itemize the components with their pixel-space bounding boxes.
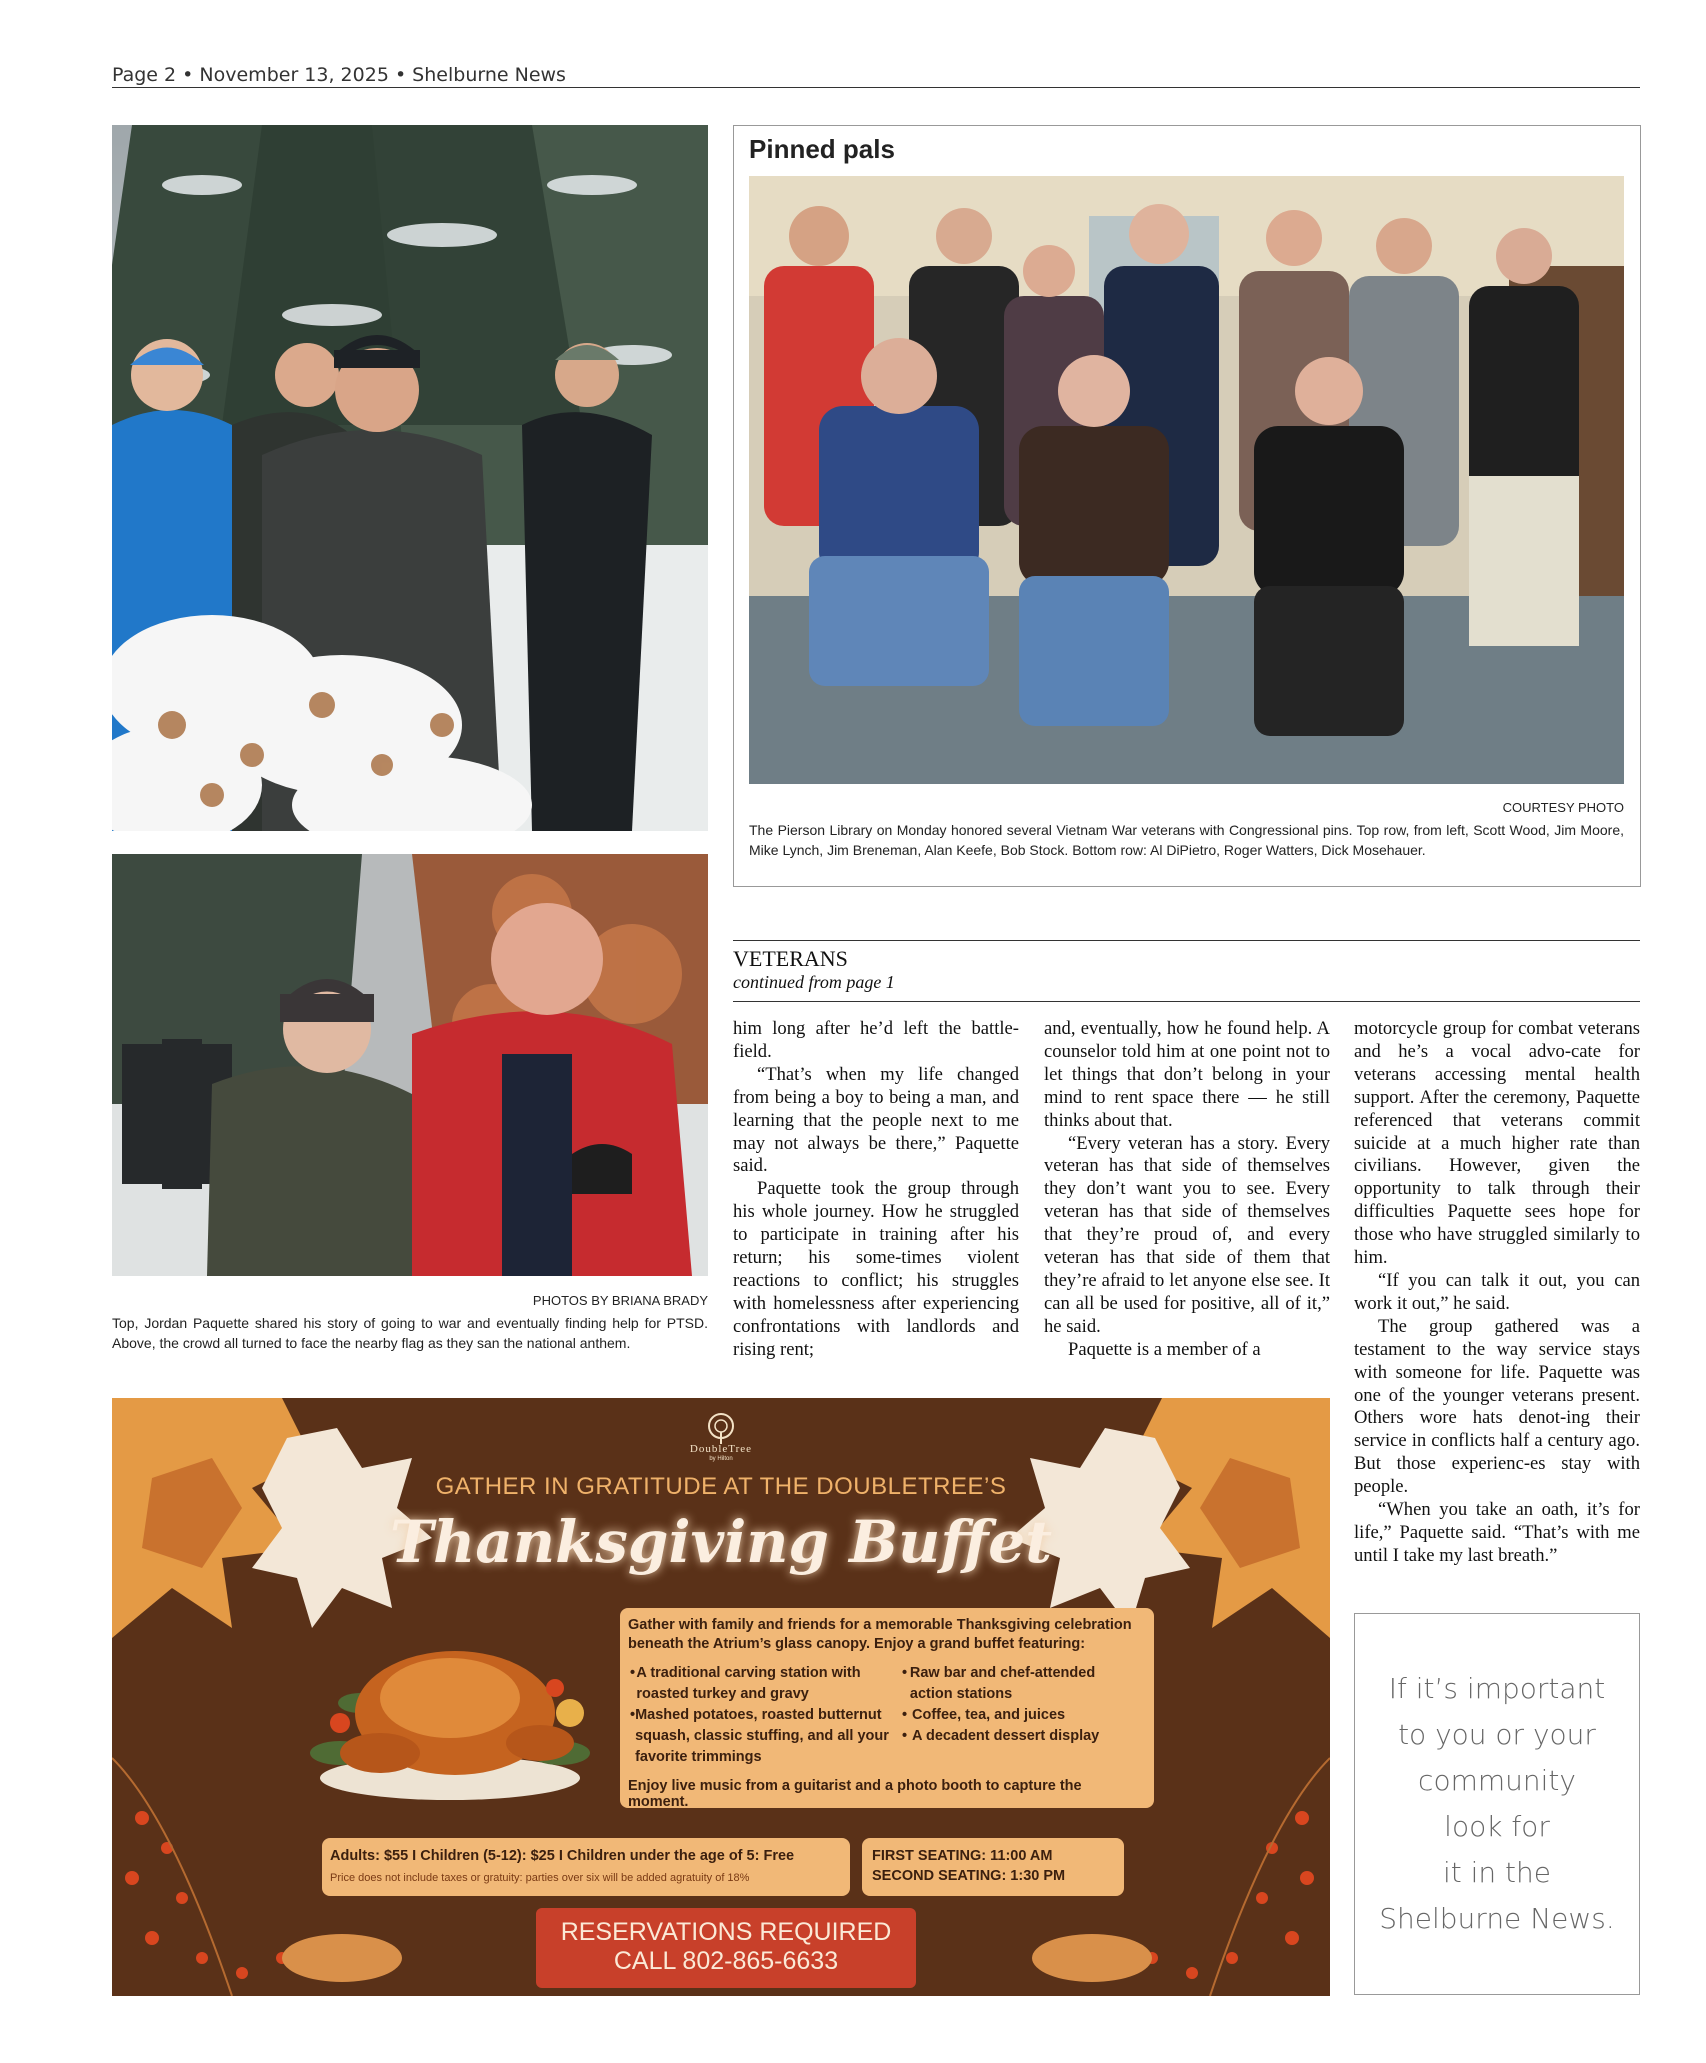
menu-item <box>902 1705 1140 1726</box>
tree-logo-icon <box>696 1408 746 1448</box>
menu-item-text: Raw bar and chef-attended action stations <box>909 1665 1096 1702</box>
pinned-photo-credit: COURTESY PHOTO <box>1502 800 1624 815</box>
menu-list-left <box>630 1663 892 1768</box>
buffet-intro: Gather with family and friends for a memorable Thanksgiving celebration beneath the Atrium’s glass canopy. Enjoy a grand buffet featuring: <box>628 1617 1132 1652</box>
house-ad-line: If it’s important <box>1388 1672 1606 1705</box>
shelburne-news-house-ad <box>1354 1613 1640 1995</box>
pricing-panel <box>322 1838 850 1896</box>
menu-item <box>902 1663 1140 1705</box>
menu-item-text: A decadent dessert display <box>912 1728 1100 1744</box>
bullet-icon: • <box>630 1665 636 1681</box>
house-ad-text <box>1379 1666 1615 1942</box>
veterans-group-photo <box>749 176 1624 784</box>
crowd-facing-flag-photo <box>112 854 708 1276</box>
first-seating: FIRST SEATING: 11:00 AM <box>872 1848 1053 1864</box>
left-photo-caption: Top, Jordan Paquette shared his story of going to war and eventually finding help for PTSD. Above, the crowd all turned to face the nearby flag as they san the national anthem. <box>112 1315 708 1351</box>
paragraph: “Every veteran has a story. Every veteran has that side of themselves they don’t want you to see. Every veteran has that side of themselves that they’re proud of, and every veteran has that side of them that they’re afraid to let anyone else see. It can all be used for positive, all of it,” he said. <box>1044 1132 1330 1337</box>
paragraph: and, eventually, how he found help. A counselor told him at one point not to let things that don’t belong in your mind to rent space there — he still thinks about that. <box>1044 1018 1330 1131</box>
cta-line-2: CALL 802-865-6633 <box>613 1947 839 1975</box>
paragraph: “That’s when my life changed from being a boy to being a man, and learning that the people next to me may not always be there,” Paquette said. <box>733 1063 1019 1177</box>
roast-turkey-illustration <box>300 1593 600 1813</box>
pinned-photo-caption: The Pierson Library on Monday honored several Vietnam War veterans with Congressional pins. Top row, from left, Scott Wood, Jim Moore, Mike Lynch, Jim Breneman, Alan Keefe, Bob Stock. Bottom row: Al DiPietro, Roger Watters, Dick Mosehauer. <box>749 822 1624 858</box>
menu-item-text: Mashed potatoes, roasted butternut squash, classic stuffing, and all your favorite trimmings <box>635 1707 889 1765</box>
pinned-pals-title: Pinned pals <box>749 134 895 164</box>
paragraph: Paquette is a member of a <box>1068 1338 1261 1360</box>
bullet-icon: • <box>902 1665 908 1681</box>
buffet-closing: Enjoy live music from a guitarist and a photo booth to capture the moment. <box>628 1778 1082 1810</box>
price-note: Price does not include taxes or gratuity: parties over six will be added agratuity of 18% <box>330 1872 750 1884</box>
ad-kicker: GATHER IN GRATITUDE AT THE DOUBLETREE’S <box>435 1473 1007 1500</box>
paragraph: motorcycle group for combat veterans and he’s a vocal advo-cate for veterans accessing mental health support. After the ceremony, Paquette referenced that veterans commit suicide at a much higher rate than civilians. However, given the opportunity to talk through their difficulties Paquette sees hope for those who have struggled similarly to him. <box>1354 1018 1640 1269</box>
doubletree-wordmark: DoubleTree <box>689 1443 753 1455</box>
cta-line-1: RESERVATIONS REQUIRED <box>560 1918 892 1946</box>
menu-item <box>902 1726 1140 1747</box>
left-photo-credit: PHOTOS BY BRIANA BRADY <box>532 1293 708 1308</box>
paragraph: “When you take an oath, it’s for life,” Paquette said. “That’s with me until I take my last breath.” <box>1354 1499 1640 1566</box>
paragraph: him long after he’d left the battle-field. <box>733 1018 1019 1062</box>
ad-headline: Thanksgiving Buffet <box>389 1508 1052 1576</box>
turkey-icon <box>300 1593 600 1813</box>
veteran-speaking-photo <box>112 125 708 831</box>
seating-panel <box>862 1838 1124 1896</box>
header-rule <box>112 87 1640 88</box>
photo-illustration <box>112 854 708 1276</box>
paragraph: “If you can talk it out, you can work it out,” he said. <box>1354 1269 1640 1314</box>
menu-item <box>630 1705 892 1768</box>
doubletree-thanksgiving-ad <box>112 1398 1330 1996</box>
buffet-description-panel <box>620 1608 1154 1808</box>
bullet-icon: • <box>902 1728 908 1744</box>
bullet-icon: • <box>902 1707 908 1723</box>
photo-illustration <box>749 176 1624 784</box>
reservations-cta <box>536 1908 916 1988</box>
house-ad-line: Shelburne News. <box>1379 1902 1615 1935</box>
article-top-rule <box>733 940 1640 941</box>
menu-list-right <box>902 1663 1140 1747</box>
bullet-icon: • <box>630 1707 636 1723</box>
house-ad-line: look for <box>1444 1810 1550 1843</box>
menu-item-text: A traditional carving station with roasted turkey and gravy <box>636 1665 861 1702</box>
photo-illustration <box>112 125 708 831</box>
page-folio: Page 2 • November 13, 2025 • Shelburne News <box>112 64 566 86</box>
house-ad-line: it in the <box>1442 1856 1552 1889</box>
paragraph: The group gathered was a testament to the way service stays with someone for life. Paquette was one of the younger veterans present. Others wore hats denot-ing their service in conflicts half a century ago. But those experienc-es stay with people. <box>1354 1315 1640 1498</box>
second-seating: SECOND SEATING: 1:30 PM <box>872 1868 1066 1884</box>
menu-item <box>630 1663 892 1705</box>
article-column-1 <box>733 1018 1019 1362</box>
article-column-3 <box>1354 1018 1640 1568</box>
article-slug: VETERANS <box>733 946 848 971</box>
article-jump-line: continued from page 1 <box>733 972 895 992</box>
house-ad-line: to you or your <box>1398 1718 1596 1751</box>
price-list: Adults: $55 I Children (5-12): $25 I Children under the age of 5: Free <box>330 1848 795 1864</box>
article-head-rule <box>733 1001 1640 1002</box>
article-column-2 <box>1044 1018 1330 1362</box>
paragraph: Paquette took the group through his whole journey. How he struggled to participate in training after his return; his some-times violent reactions to conflict; his struggles with homelessness after experiencing confrontations with landlords and rising rent; <box>733 1178 1019 1360</box>
doubletree-sub: by Hilton <box>709 1456 733 1462</box>
house-ad-line: community <box>1418 1764 1576 1797</box>
menu-item-text: Coffee, tea, and juices <box>912 1707 1066 1723</box>
